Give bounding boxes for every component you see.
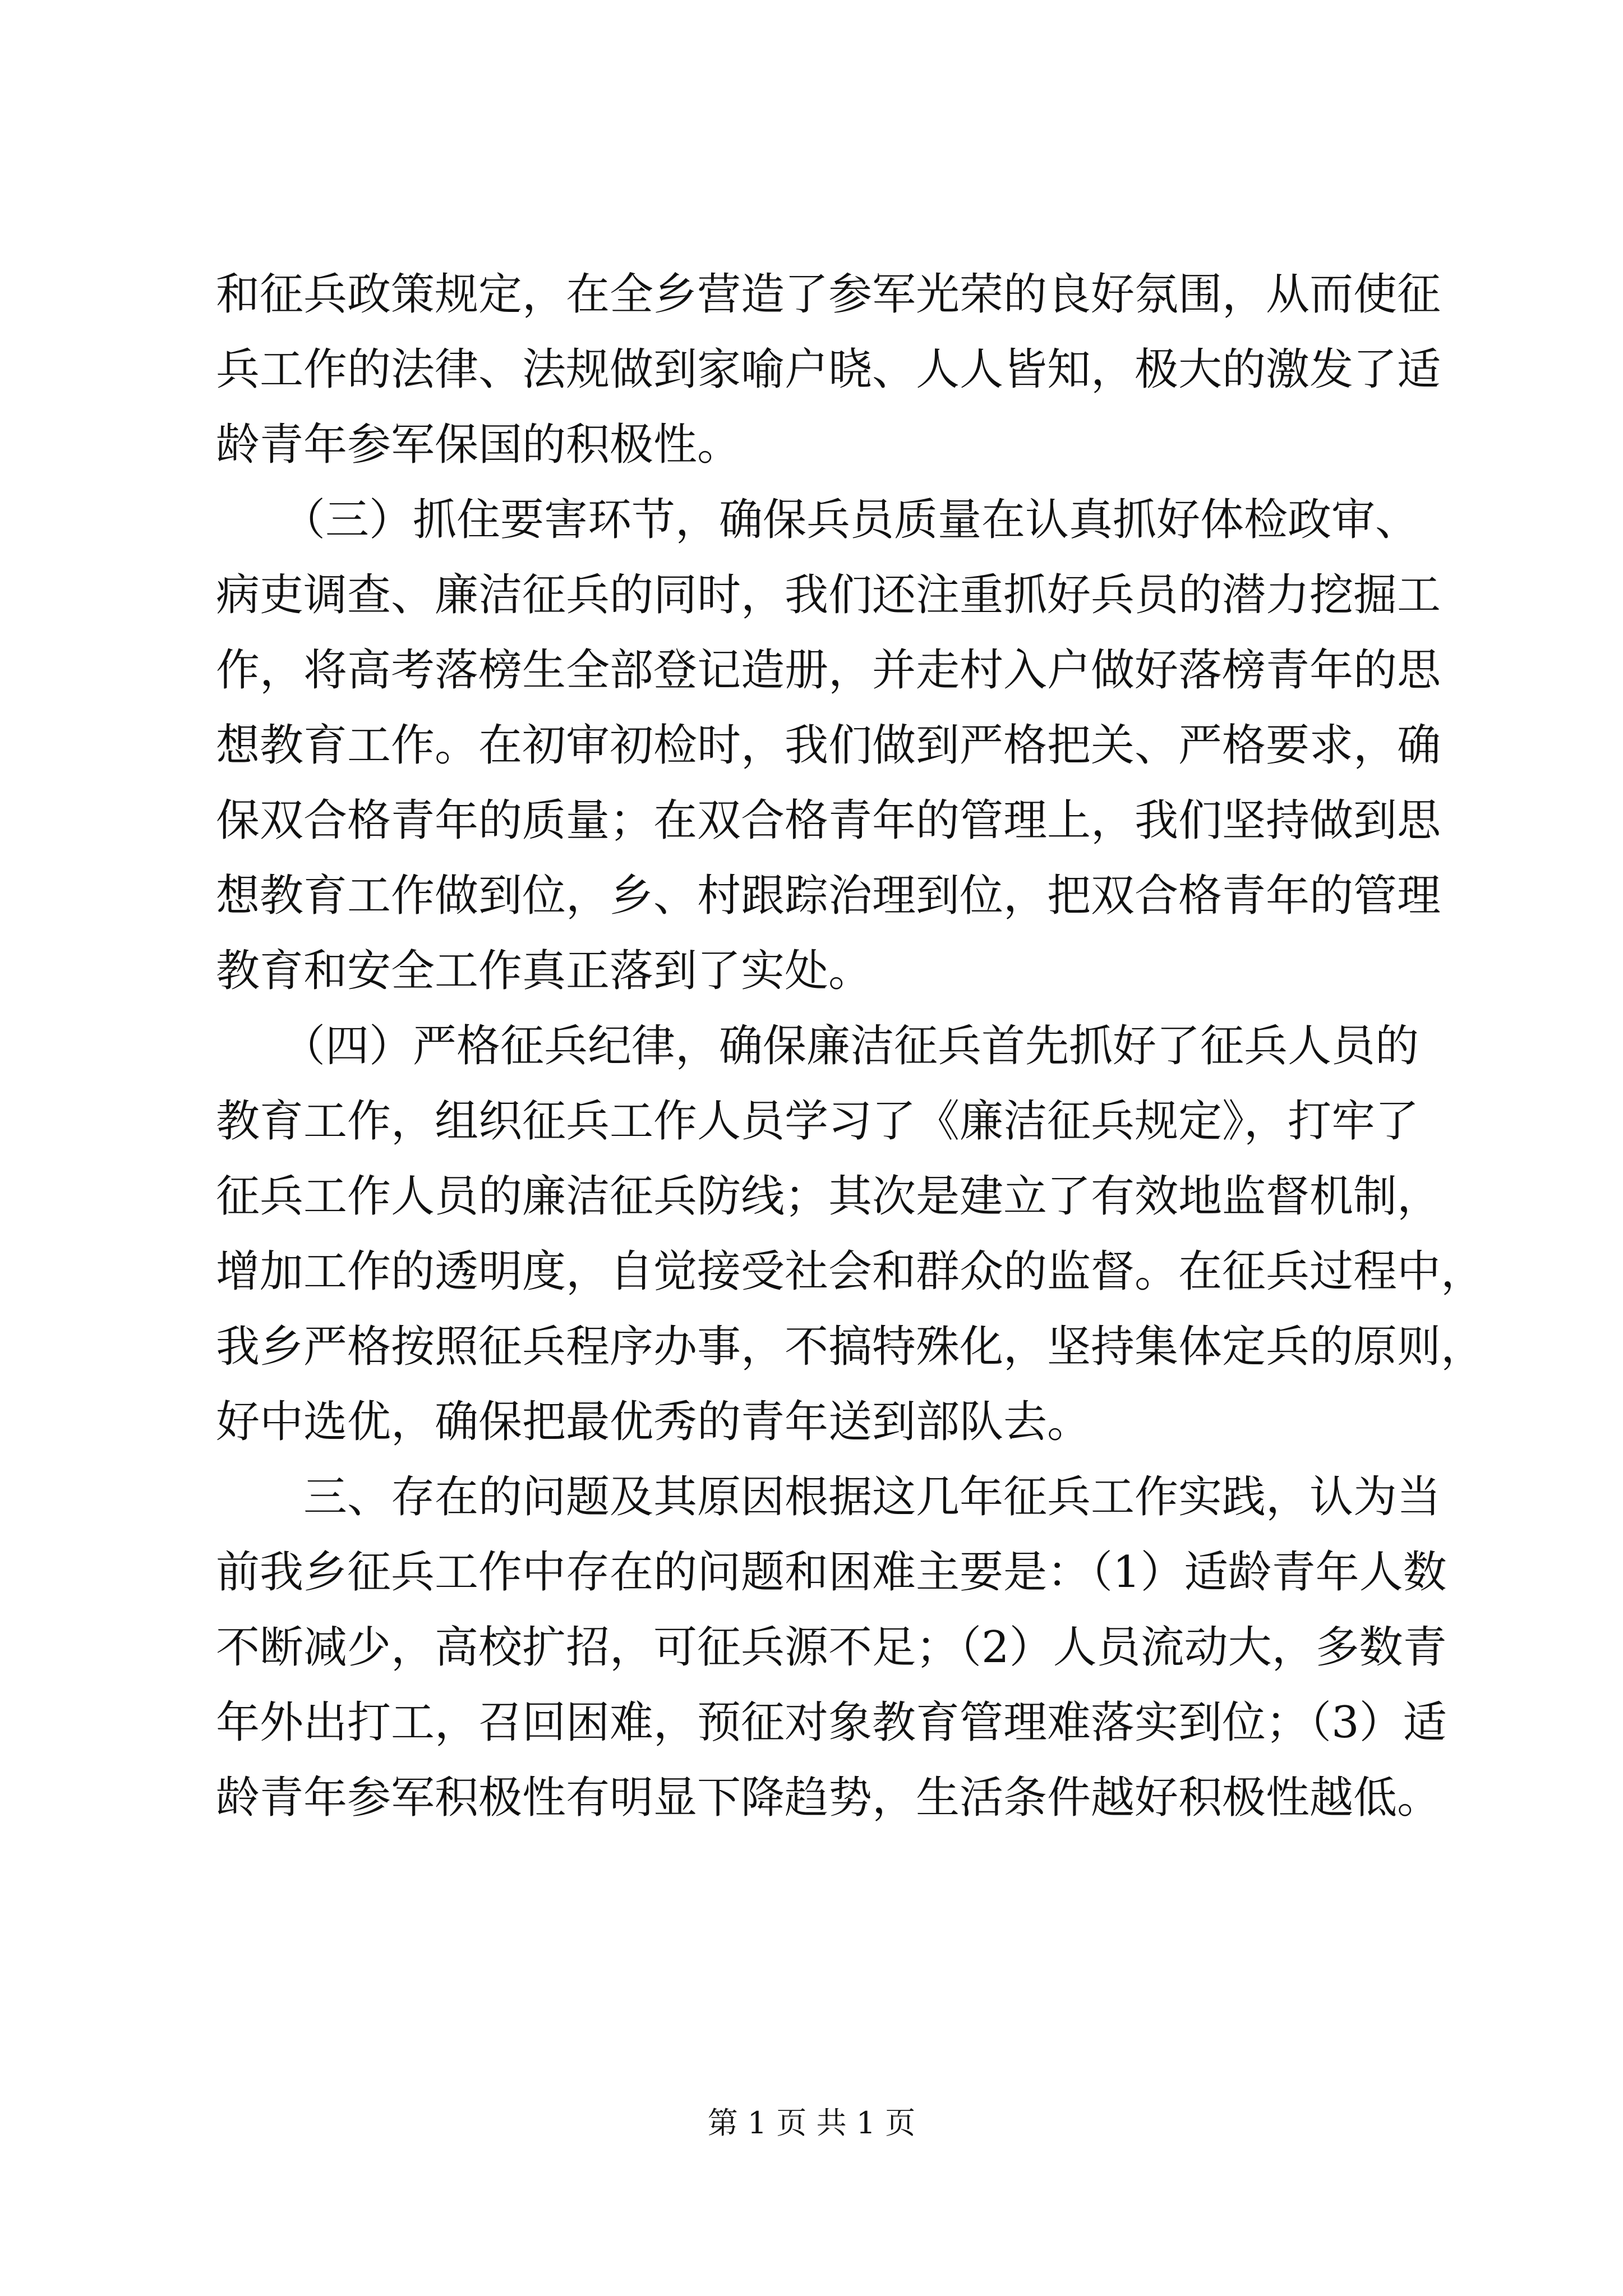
text-line: 龄青年参军保国的积极性。 [216,420,741,470]
text-line: 好中选优，确保把最优秀的青年送到部队去。 [216,1397,1091,1447]
text-line: 三、存在的问题及其原因根据这几年征兵工作实践，认为当 [216,1472,1441,1522]
text-line: 前我乡征兵工作中存在的问题和困难主要是：（1）适龄青年人数 [216,1547,1447,1598]
text-line: （四）严格征兵纪律，确保廉洁征兵首先抓好了征兵人员的 [216,1021,1419,1071]
text-line: 教育工作，组织征兵工作人员学习了《廉洁征兵规定》，打牢了 [216,1096,1419,1147]
text-line: 作，将高考落榜生全部登记造册，并走村入户做好落榜青年的思 [216,645,1441,696]
text-line: 不断减少，高校扩招，可征兵源不足；（2）人员流动大，多数青 [216,1622,1447,1673]
text-line: 保双合格青年的质量；在双合格青年的管理上，我们坚持做到思 [216,795,1441,846]
text-line: 教育和安全工作真正落到了实处。 [216,946,873,996]
text-line: 年外出打工，召回困难，预征对象教育管理难落实到位；（3）适 [216,1697,1447,1748]
text-line: 想教育工作。在初审初检时，我们做到严格把关、严格要求，确 [216,720,1441,771]
text-line: 想教育工作做到位，乡、村跟踪治理到位，把双合格青年的管理 [216,871,1441,921]
text-line: （三）抓住要害环节，确保兵员质量在认真抓好体检政审、 [216,495,1419,545]
text-line: 病吏调查、廉洁征兵的同时，我们还注重抓好兵员的潜力挖掘工 [216,570,1441,620]
page-number-footer: 第 1 页 共 1 页 [707,2105,916,2141]
text-line: 兵工作的法律、法规做到家喻户晓、人人皆知，极大的激发了适 [216,344,1441,395]
document-body [216,257,1485,1835]
text-line: 龄青年参军积极性有明显下降趋势，生活条件越好积极性越低。 [216,1773,1441,1823]
text-line: 我乡严格按照征兵程序办事，不搞特殊化，坚持集体定兵的原则， [216,1322,1485,1372]
text-line: 和征兵政策规定，在全乡营造了参军光荣的良好氛围，从而使征 [216,269,1441,320]
text-line: 增加工作的透明度，自觉接受社会和群众的监督。在征兵过程中， [216,1246,1485,1297]
text-line: 征兵工作人员的廉洁征兵防线；其次是建立了有效地监督机制， [216,1171,1441,1222]
